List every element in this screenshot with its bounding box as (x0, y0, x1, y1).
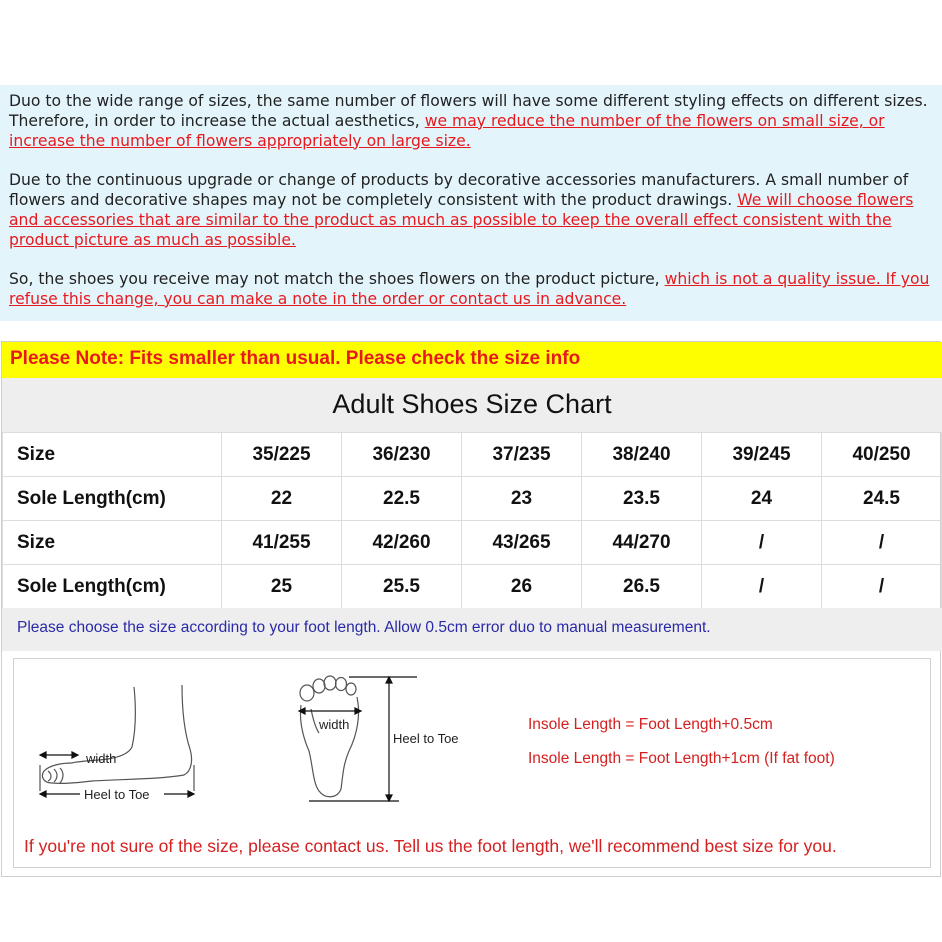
formula-normal: Insole Length = Foot Length+0.5cm (528, 716, 773, 733)
fit-warning: Please Note: Fits smaller than usual. Please check the size info (2, 342, 942, 378)
chart-title: Adult Shoes Size Chart (2, 378, 942, 432)
size-chart (1, 341, 941, 877)
table-cell: 40/250 (822, 433, 942, 477)
toe-lines (48, 768, 63, 783)
table-cell: / (702, 521, 822, 565)
toe-4 (336, 678, 347, 691)
leg-back-line (92, 685, 192, 781)
row-label: Size (3, 433, 222, 477)
table-cell: 22.5 (342, 477, 462, 521)
toe-3 (324, 676, 336, 690)
table-cell: 42/260 (342, 521, 462, 565)
table-cell: 23 (462, 477, 582, 521)
row-label: Size (3, 521, 222, 565)
table-row (3, 565, 942, 609)
measurement-advice: Please choose the size according to your foot length. Allow 0.5cm error duo to manual measurement. (2, 608, 942, 651)
side-width-label: width (86, 751, 117, 766)
table-cell: 22 (222, 477, 342, 521)
table-cell: 43/265 (462, 521, 582, 565)
table-row (3, 433, 942, 477)
size-table (2, 432, 942, 609)
row-label: Sole Length(cm) (3, 477, 222, 521)
table-cell: 36/230 (342, 433, 462, 477)
notice-1-highlight: we may reduce the number of the flowers on small size, or increase the number of flowers appropriately on large size. (9, 111, 885, 150)
table-cell: 23.5 (582, 477, 702, 521)
table-cell: 26.5 (582, 565, 702, 609)
measurement-guide (13, 658, 931, 868)
table-cell: 26 (462, 565, 582, 609)
notice-paragraph-3 (9, 270, 933, 310)
notice-2-highlight: We will choose flowers and accessories that are similar to the product as much as possible to keep the overall effect consistent with the product picture as much as possible. (9, 190, 914, 249)
table-row (3, 521, 942, 565)
table-cell: 24 (702, 477, 822, 521)
table-row (3, 477, 942, 521)
big-toe (300, 685, 314, 701)
table-cell: 44/270 (582, 521, 702, 565)
table-cell: 25 (222, 565, 342, 609)
notice-3-highlight: which is not a quality issue. If you refuse this change, you can make a note in the order or contact us in advance. (9, 270, 930, 308)
contact-advice: If you're not sure of the size, please contact us. Tell us the foot length, we'll recommend best size for you. (24, 836, 837, 856)
table-cell: 25.5 (342, 565, 462, 609)
toe-2 (313, 679, 325, 693)
top-length-label: Heel to Toe (393, 731, 459, 746)
notice-paragraph-1 (9, 92, 933, 151)
flower-notice (0, 85, 942, 321)
side-length-label: Heel to Toe (84, 787, 150, 802)
table-cell: 38/240 (582, 433, 702, 477)
side-foot-illustration (32, 679, 202, 811)
notice-2-text: Due to the continuous upgrade or change of products by decorative accessories manufacturers. A small number of flowers and decorative shapes may not be completely consistent with the product drawings. (9, 171, 909, 209)
row-label: Sole Length(cm) (3, 565, 222, 609)
top-foot-illustration (289, 671, 469, 811)
notice-3-text: So, the shoes you receive may not match the shoes flowers on the product picture, (9, 270, 665, 289)
notice-paragraph-2 (9, 171, 933, 250)
top-width-label: width (319, 717, 350, 732)
table-cell: / (822, 565, 942, 609)
toe-5 (346, 683, 356, 695)
table-cell: 37/235 (462, 433, 582, 477)
table-cell: 24.5 (822, 477, 942, 521)
arch-line (311, 709, 319, 733)
table-cell: / (822, 521, 942, 565)
table-cell: 39/245 (702, 433, 822, 477)
table-cell: 35/225 (222, 433, 342, 477)
sole-outline (300, 697, 358, 797)
table-cell: 41/255 (222, 521, 342, 565)
formula-fat-foot: Insole Length = Foot Length+1cm (If fat foot) (528, 750, 835, 767)
notice-1-text: Duo to the wide range of sizes, the same number of flowers will have some different styling effects on different sizes. Therefore, in order to increase the actual aesthetics, (9, 92, 928, 130)
table-cell: / (702, 565, 822, 609)
